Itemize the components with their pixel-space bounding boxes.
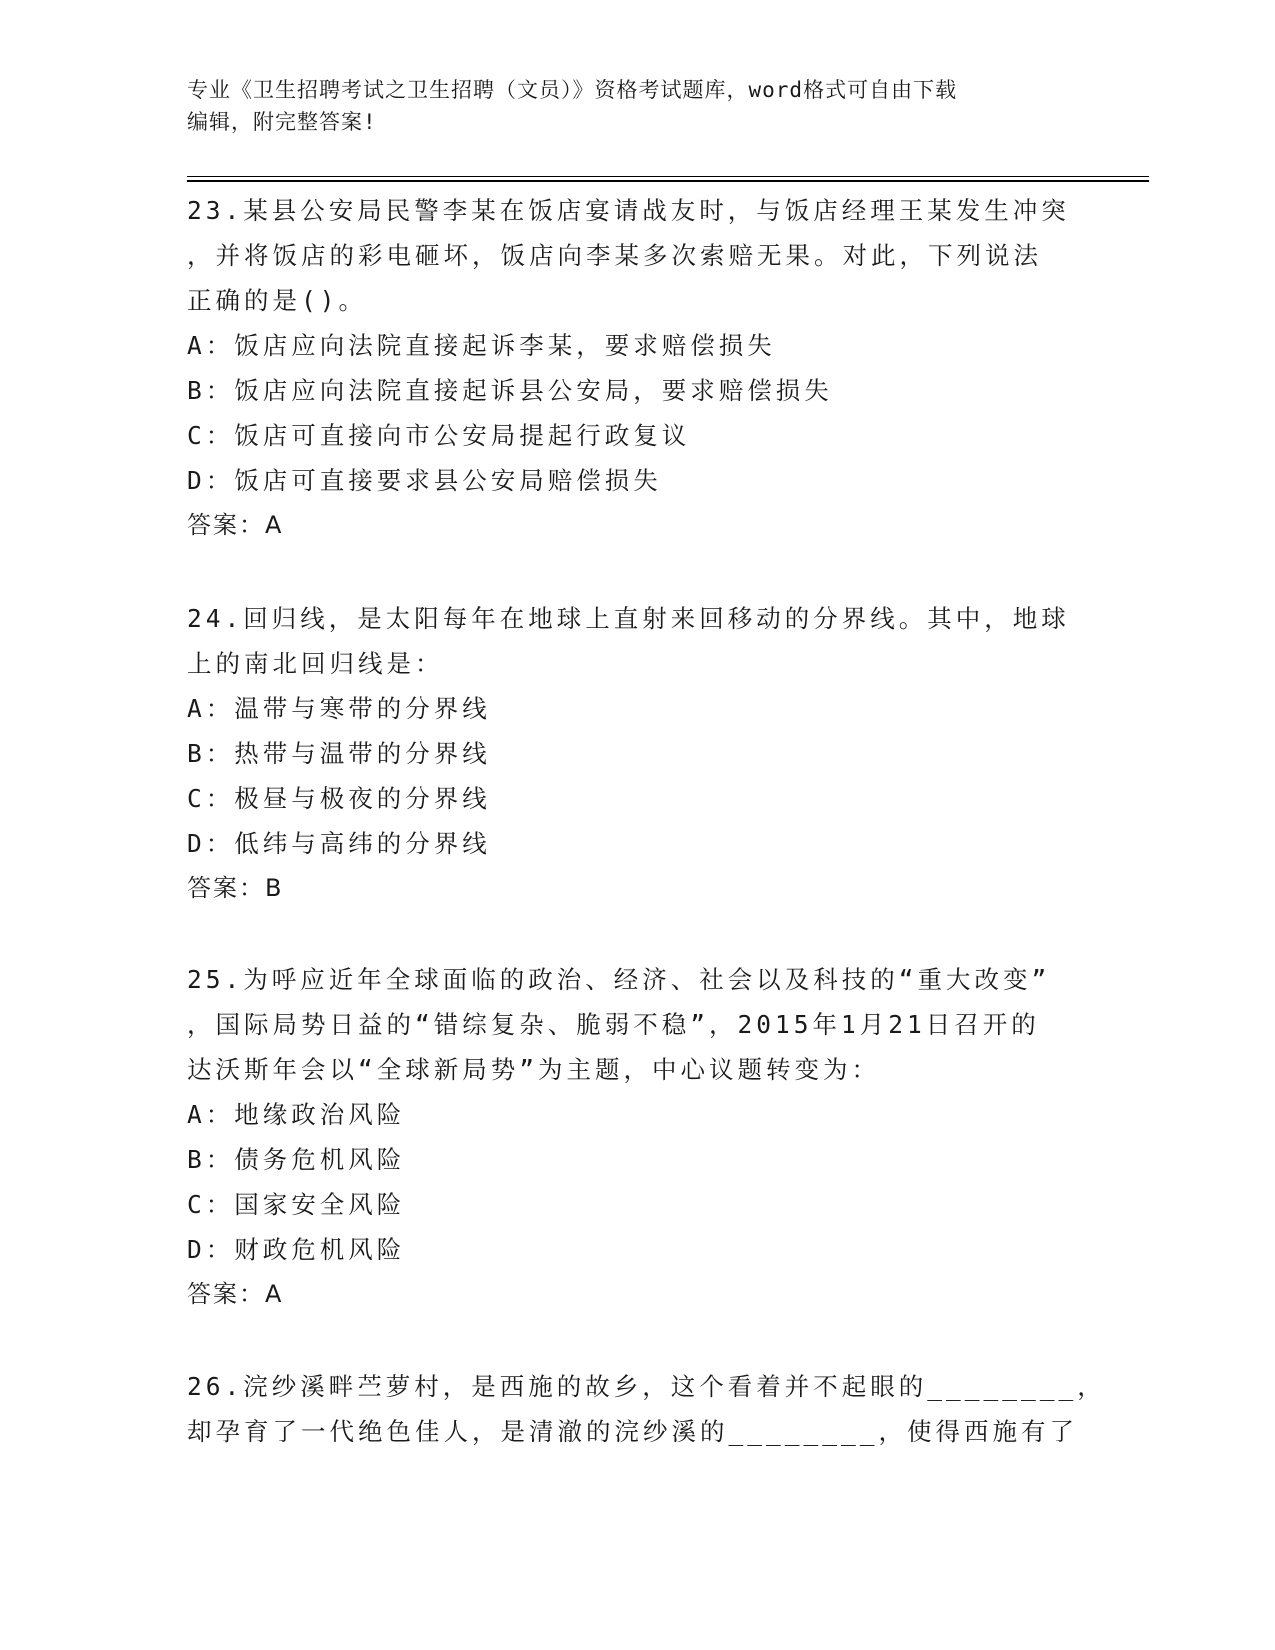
question-23 — [187, 188, 1087, 548]
option-a: A：饭店应向法院直接起诉李某，要求赔偿损失 — [187, 331, 776, 360]
question-stem-line: 正确的是()。 — [187, 286, 367, 315]
question-stem-line: ，并将饭店的彩电砸坏，饭店向李某多次索赔无果。对此，下列说法 — [187, 241, 1042, 270]
question-26 — [187, 1364, 1106, 1454]
question-stem-line: 26.浣纱溪畔苎萝村，是西施的故乡，这个看着并不起眼的________， — [187, 1372, 1106, 1401]
option-d: D：饭店可直接要求县公安局赔偿损失 — [187, 466, 662, 495]
header-divider — [187, 176, 1149, 182]
question-stem-line: 达沃斯年会以“全球新局势”为主题，中心议题转变为： — [187, 1055, 880, 1084]
question-stem-line: 上的南北回归线是： — [187, 649, 444, 678]
header-line-1: 专业《卫生招聘考试之卫生招聘（文员）》资格考试题库，word格式可自由下载 — [187, 78, 958, 102]
question-stem-line: 却孕育了一代绝色佳人，是清澈的浣纱溪的________，使得西施有了 — [187, 1417, 1078, 1446]
answer-label: 答案：B — [187, 874, 284, 902]
option-a: A：温带与寒带的分界线 — [187, 694, 491, 723]
option-c: C：极昼与极夜的分界线 — [187, 784, 491, 813]
question-stem-line: 25.为呼应近年全球面临的政治、经济、社会以及科技的“重大改变” — [187, 965, 1051, 994]
option-c: C：饭店可直接向市公安局提起行政复议 — [187, 421, 691, 450]
option-d: D：低纬与高纬的分界线 — [187, 829, 491, 858]
option-b: B：热带与温带的分界线 — [187, 739, 491, 768]
header-line-2: 编辑，附完整答案! — [187, 110, 377, 134]
option-c: C：国家安全风险 — [187, 1190, 406, 1219]
document-header — [187, 74, 1087, 138]
question-stem-line: ，国际局势日益的“错综复杂、脆弱不稳”，2015年1月21日召开的 — [187, 1010, 1040, 1039]
option-b: B：债务危机风险 — [187, 1145, 406, 1174]
option-a: A：地缘政治风险 — [187, 1100, 406, 1129]
option-b: B：饭店应向法院直接起诉县公安局，要求赔偿损失 — [187, 376, 833, 405]
question-25 — [187, 957, 1087, 1317]
answer-label: 答案：A — [187, 1280, 284, 1308]
question-stem-line: 24.回归线，是太阳每年在地球上直射来回移动的分界线。其中，地球 — [187, 604, 1070, 633]
question-24 — [187, 596, 1087, 911]
question-stem-line: 23.某县公安局民警李某在饭店宴请战友时，与饭店经理王某发生冲突 — [187, 196, 1070, 225]
option-d: D：财政危机风险 — [187, 1235, 406, 1264]
answer-label: 答案：A — [187, 511, 284, 539]
